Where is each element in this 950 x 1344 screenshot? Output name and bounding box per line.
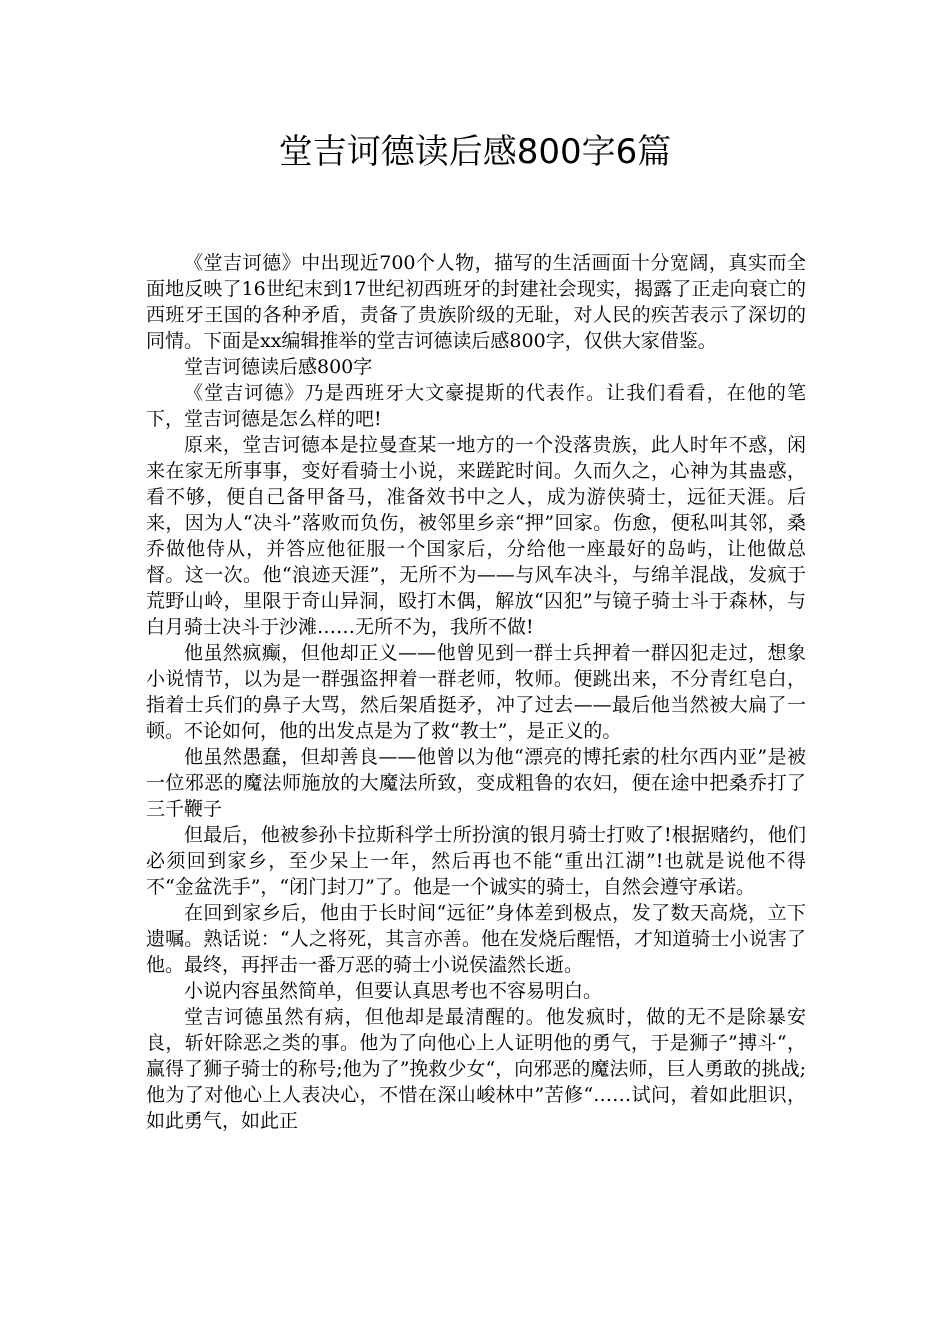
paragraph-subheading: 堂吉诃德读后感800字 [184,356,373,378]
paragraph-intro: 《堂吉诃德》中出现近700个人物，描写的生活画面十分宽阔，真实而全面地反映了16世纪末到17世纪初西班牙的封建社会现实，揭露了正走向衰亡的西班牙王国的各种矛盾，责备了贵族阶级的无耻，对人民的疾苦表示了深切的同情。下面是xx编辑推举的堂吉诃德读后感800字，仅供大家借鉴。 [146,252,806,352]
document-body [146,250,806,1134]
paragraph: 小说内容虽然简单，但要认真思考也不容易明白。 [184,980,603,1002]
paragraph: 他虽然疯癫，但他却正义——他曾见到一群士兵押着一群囚犯走过，想象小说情节，以为是一群强盗押着一群老师，牧师。便跳出来，不分青红皂白，指着士兵们的鼻子大骂，然后架盾挺矛，冲了过去——最后他当然被大扁了一顿。不论如何，他的出发点是为了救“教士”，是正义的。 [146,642,806,742]
paragraph: 他虽然愚蠢，但却善良——他曾以为他“漂亮的博托索的杜尔西内亚”是被一位邪恶的魔法师施放的大魔法所致，变成粗鲁的农妇，便在途中把桑乔打了三千鞭子 [146,746,806,820]
paragraph: 但最后，他被参孙卡拉斯科学士所扮演的银月骑士打败了!根据赌约，他们必须回到家乡，至少呆上一年，然后再也不能“重出江湖”!也就是说他不得不“金盆洗手”，“闭门封刀”了。他是一个诚实的骑士，自然会遵守承诺。 [146,824,806,898]
paragraph: 原来，堂吉诃德本是拉曼查某一地方的一个没落贵族，此人时年不惑，闲来在家无所事事，变好看骑士小说，来蹉跎时间。久而久之，心神为其蛊惑，看不够，便自己备甲备马，准备效书中之人，成为游侠骑士，远征天涯。后来，因为人“决斗”落败而负伤，被邻里乡亲“押”回家。伤愈，便私叫其邻，桑乔做他侍从，并答应他征服一个国家后，分给他一座最好的岛屿，让他做总督。这一次。他“浪迹天涯”，无所不为——与风车决斗，与绵羊混战，发疯于荒野山岭，里限于奇山异洞，殴打木偶，解放“囚犯”与镜子骑士斗于森林，与白月骑士决斗于沙滩……无所不为，我所不做! [146,434,806,638]
paragraph: 《堂吉诃德》乃是西班牙大文豪提斯的代表作。让我们看看，在他的笔下，堂吉诃德是怎么样的吧! [146,382,806,430]
paragraph: 堂吉诃德虽然有病，但他却是最清醒的。他发疯时，做的无不是除暴安良，斩奸除恶之类的事。他为了向他心上人证明他的勇气，于是狮子”搏斗“，赢得了狮子骑士的称号;他为了”挽救少女“，向邪恶的魔法师，巨人勇敢的挑战;他为了对他心上人表决心，不惜在深山峻林中”苦修“……试问，着如此胆识，如此勇气，如此正 [146,1006,806,1132]
document-title: 堂吉诃德读后感800字6篇 [278,132,672,172]
paragraph: 在回到家乡后，他由于长时间“远征”身体差到极点，发了数天高烧，立下遗嘱。熟话说：“人之将死，其言亦善。他在发烧后醒悟，才知道骑士小说害了他。最终，再抨击一番万恶的骑士小说侯溘然长逝。 [146,902,806,976]
